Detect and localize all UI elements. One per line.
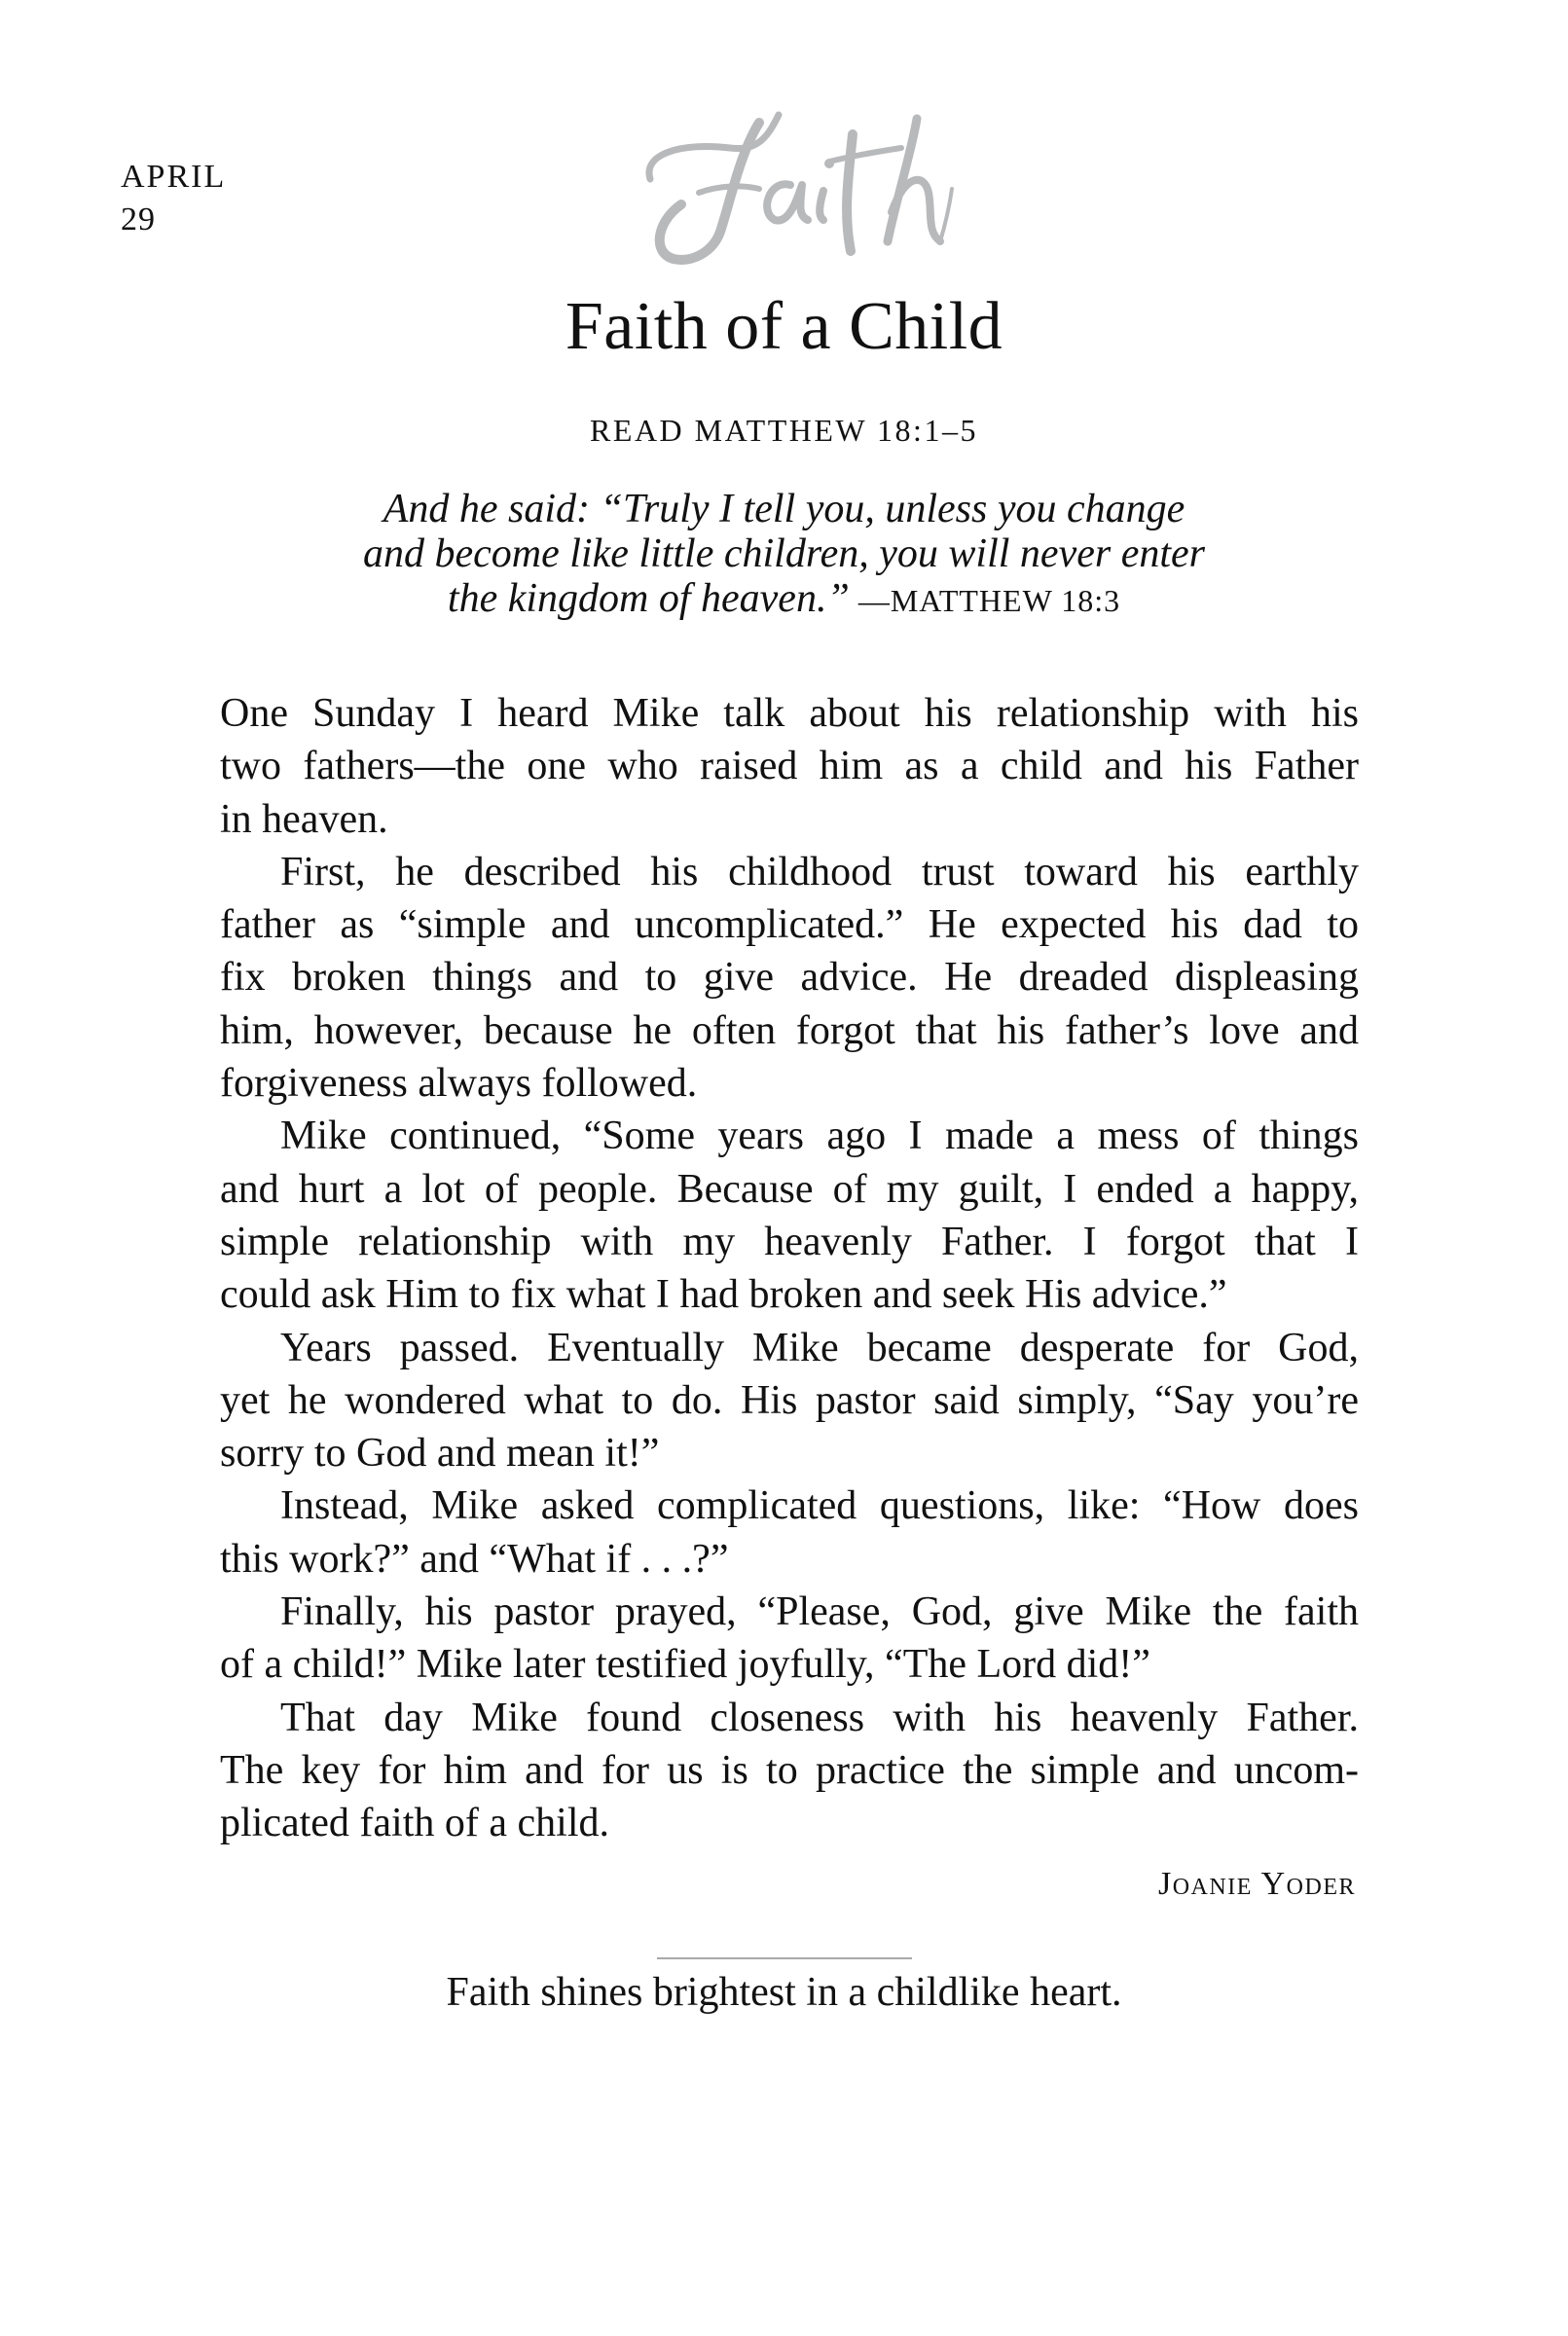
body-line: two fathers—the one who raised him as a child and his Father [220, 744, 1359, 789]
body-line: That day Mike found closeness with his heavenly Father. [280, 1695, 1359, 1740]
body-line: and hurt a lot of people. Because of my guilt, I ended a happy, [220, 1166, 1359, 1212]
date-day: 29 [121, 201, 156, 237]
body-line: forgiveness always followed. [220, 1061, 698, 1107]
devotional-body [220, 687, 1359, 1850]
body-line: Years passed. Eventually Mike became desperate for God, [280, 1325, 1359, 1370]
body-line: simple relationship with my heavenly Father. I forgot that I [220, 1219, 1359, 1264]
body-line: yet he wondered what to do. His pastor said simply, “Say you’re [220, 1377, 1359, 1423]
body-line: father as “simple and uncomplicated.” He expected his dad to [220, 902, 1359, 948]
key-verse [195, 487, 1373, 623]
verse-line: and become like little children, you will never enter [363, 531, 1205, 576]
verse-line: And he said: “Truly I tell you, unless you change [383, 487, 1185, 531]
body-line: First, he described his childhood trust toward his earthly [280, 849, 1359, 894]
body-line: One Sunday I heard Mike talk about his relationship with his [220, 691, 1359, 736]
body-line: Instead, Mike asked complicated questions, like: “How does [280, 1483, 1359, 1529]
author-signature: Joanie Yoder [1157, 1866, 1356, 1902]
scripture-reading: READ MATTHEW 18:1–5 [590, 413, 978, 448]
body-line: Mike continued, “Some years ago I made a mess of things [280, 1113, 1359, 1159]
body-line: Finally, his pastor prayed, “Please, God, give Mike the faith [280, 1589, 1359, 1635]
body-line: plicated faith of a child. [220, 1801, 610, 1846]
date-month: APRIL [121, 159, 227, 195]
verse-reference: —MATTHEW 18:3 [849, 583, 1121, 618]
page-title: Faith of a Child [565, 289, 1003, 364]
body-line: The key for him and for us is to practice the simple and uncom- [220, 1747, 1359, 1793]
date-marker [121, 156, 226, 241]
verse-line-last [195, 576, 1373, 623]
divider [657, 1957, 912, 1959]
section-label [623, 280, 624, 281]
body-line: this work?” and “What if . . .?” [220, 1536, 729, 1582]
body-line: could ask Him to fix what I had broken and seek His advice.” [220, 1272, 1227, 1318]
body-line: in heaven. [220, 796, 388, 842]
body-line: fix broken things and to give advice. He dreaded displeasing [220, 955, 1359, 1001]
thought-for-the-day: Faith shines brightest in a childlike heart. [446, 1970, 1122, 2015]
section-script-heading [623, 95, 954, 280]
body-line: of a child!” Mike later testified joyfully, “The Lord did!” [220, 1642, 1150, 1688]
verse-text: the kingdom of heaven.” [447, 576, 850, 621]
body-line: sorry to God and mean it!” [220, 1431, 660, 1477]
faith-script-icon [623, 95, 954, 280]
body-line: him, however, because he often forgot that his father’s love and [220, 1007, 1359, 1053]
